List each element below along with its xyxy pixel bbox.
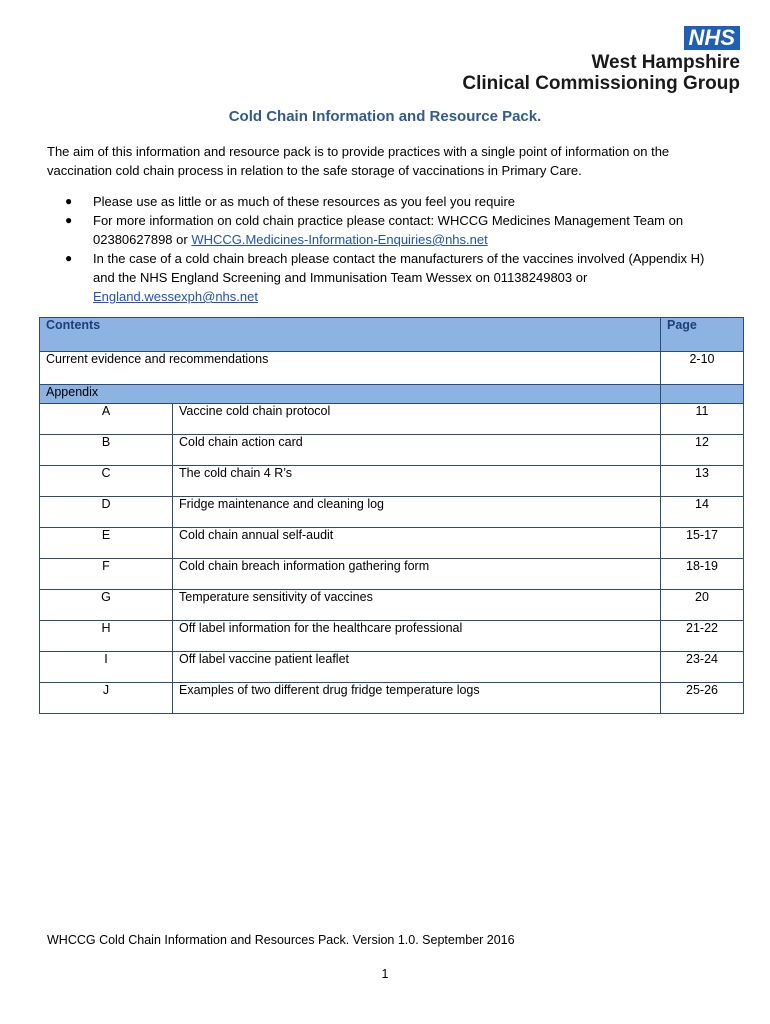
row-title: Cold chain annual self-audit <box>173 528 661 559</box>
appendix-header: Appendix <box>40 385 661 404</box>
row-title: Cold chain action card <box>173 435 661 466</box>
table-row <box>40 435 744 466</box>
table-row <box>40 528 744 559</box>
row-letter: C <box>40 466 173 497</box>
table-row <box>40 404 744 435</box>
row-title: Vaccine cold chain protocol <box>173 404 661 435</box>
wessex-email-link[interactable]: England.wessexph@nhs.net <box>93 289 258 304</box>
row-letter: F <box>40 559 173 590</box>
row-title: Off label vaccine patient leaflet <box>173 652 661 683</box>
page-number: 1 <box>381 967 389 981</box>
table-row <box>40 652 744 683</box>
contents-table <box>39 317 744 714</box>
row-page: 23-24 <box>661 652 744 683</box>
row-letter: E <box>40 528 173 559</box>
bullet-item <box>65 249 725 306</box>
row-title: Current evidence and recommendations <box>40 352 661 385</box>
intro-paragraph: The aim of this information and resource pack is to provide practices with a single point of information on the vaccination cold chain process in relation to the safe storage of vaccinations in Primary Care. <box>47 144 670 178</box>
row-page: 21-22 <box>661 621 744 652</box>
row-page: 13 <box>661 466 744 497</box>
bullet-icon: ● <box>65 251 73 265</box>
table-row <box>40 621 744 652</box>
row-letter: H <box>40 621 173 652</box>
contents-header: Contents <box>40 318 661 352</box>
row-letter: J <box>40 683 173 714</box>
row-letter: I <box>40 652 173 683</box>
table-row <box>40 466 744 497</box>
row-title: Cold chain breach information gathering form <box>173 559 661 590</box>
row-letter: G <box>40 590 173 621</box>
appendix-header-page-cell <box>661 385 744 404</box>
appendix-header-row <box>40 385 744 404</box>
bullet-list <box>65 192 725 306</box>
row-page: 25-26 <box>661 683 744 714</box>
nhs-logo-block <box>440 26 740 94</box>
org-name-line2: Clinical Commissioning Group <box>462 73 740 94</box>
row-page: 2-10 <box>661 352 744 385</box>
table-row <box>40 559 744 590</box>
table-row <box>40 683 744 714</box>
medicines-email-link[interactable]: WHCCG.Medicines-Information-Enquiries@nhs.net <box>191 232 488 247</box>
row-page: 15-17 <box>661 528 744 559</box>
footer-text: WHCCG Cold Chain Information and Resources Pack. Version 1.0. September 2016 <box>47 933 515 947</box>
bullet-text: In the case of a cold chain breach please contact the manufacturers of the vaccines involved (Appendix H) and the NHS England Screening and Immunisation Team Wessex on 01138249803 or <box>93 251 705 285</box>
bullet-text: Please use as little or as much of these resources as you feel you require <box>93 194 515 209</box>
bullet-text: For more information on cold chain practice please contact: WHCCG Medicines Management Team on 02380627898 or <box>93 213 684 247</box>
row-letter: B <box>40 435 173 466</box>
bullet-icon: ● <box>65 194 73 208</box>
org-name-line1: West Hampshire <box>591 52 740 73</box>
document-title: Cold Chain Information and Resource Pack. <box>228 108 542 125</box>
bullet-item <box>65 211 725 249</box>
table-row <box>40 352 744 385</box>
row-letter: D <box>40 497 173 528</box>
nhs-logo: NHS <box>684 26 740 50</box>
row-title: Examples of two different drug fridge temperature logs <box>173 683 661 714</box>
bullet-item <box>65 192 725 211</box>
row-page: 14 <box>661 497 744 528</box>
bullet-icon: ● <box>65 213 73 227</box>
table-header-row <box>40 318 744 352</box>
row-title: Off label information for the healthcare professional <box>173 621 661 652</box>
page-header: Page <box>661 318 744 352</box>
row-page: 11 <box>661 404 744 435</box>
row-letter: A <box>40 404 173 435</box>
row-title: The cold chain 4 R’s <box>173 466 661 497</box>
row-title: Fridge maintenance and cleaning log <box>173 497 661 528</box>
table-row <box>40 590 744 621</box>
row-page: 20 <box>661 590 744 621</box>
table-row <box>40 497 744 528</box>
row-page: 12 <box>661 435 744 466</box>
row-title: Temperature sensitivity of vaccines <box>173 590 661 621</box>
row-page: 18-19 <box>661 559 744 590</box>
